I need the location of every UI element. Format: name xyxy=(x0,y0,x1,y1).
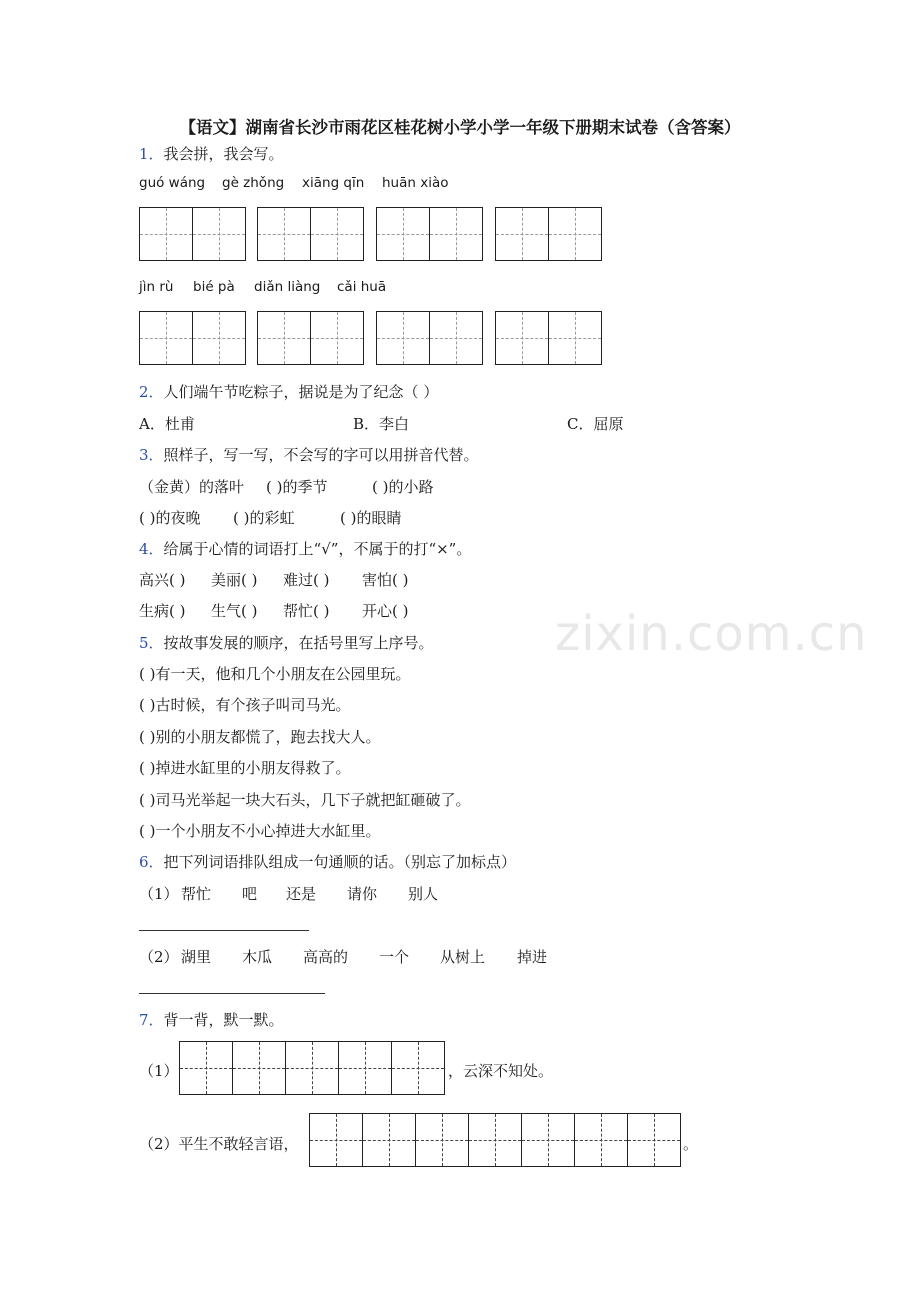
question-number: 4． xyxy=(139,540,164,558)
pinyin-word: huān xiào xyxy=(382,175,449,191)
pinyin-word: jìn rù xyxy=(139,279,174,295)
answer-line[interactable] xyxy=(139,993,325,994)
word-item: 吧 xyxy=(242,885,258,903)
question-1 xyxy=(139,143,284,164)
sequence-item: ( )司马光举起一块大石头，几下子就把缸砸破了。 xyxy=(139,791,471,809)
question-text: 照样子，写一写，不会写的字可以用拼音代替。 xyxy=(163,446,479,464)
phrase-item: ( )的夜晚 xyxy=(139,509,201,527)
question-number: 5． xyxy=(139,634,164,652)
sub-question-label: （1） xyxy=(139,1062,179,1080)
writing-grid[interactable] xyxy=(495,207,602,261)
phrase-item: ( )的彩虹 xyxy=(233,509,295,527)
poem-line-text: （2）平生不敢轻言语， xyxy=(139,1135,299,1153)
pinyin-word: xiāng qīn xyxy=(302,175,365,191)
writing-grid[interactable] xyxy=(376,311,483,365)
writing-grid[interactable] xyxy=(139,311,246,365)
phrase-item: ( )的眼睛 xyxy=(340,509,402,527)
word-check-item: 开心( ) xyxy=(362,602,409,620)
word-item: 别人 xyxy=(408,885,439,903)
pinyin-word: diǎn liàng xyxy=(254,279,321,295)
word-check-item: 难过( ) xyxy=(283,571,330,589)
writing-grid[interactable] xyxy=(376,207,483,261)
pinyin-word: cǎi huā xyxy=(337,279,387,295)
poem-line-text: ，云深不知处。 xyxy=(448,1062,554,1080)
word-item: 木瓜 xyxy=(242,948,273,966)
phrase-item: ( )的季节 xyxy=(266,478,328,496)
poem-line-text: 。 xyxy=(683,1135,699,1153)
question-3 xyxy=(139,444,479,465)
word-item: 掉进 xyxy=(517,948,548,966)
question-number: 2． xyxy=(139,383,164,401)
question-text: 背一背，默一默。 xyxy=(163,1011,284,1029)
question-number: 6． xyxy=(139,853,164,871)
question-text: 人们端午节吃粽子，据说是为了纪念（ ） xyxy=(163,383,439,401)
poem-writing-grid[interactable] xyxy=(179,1041,445,1095)
writing-grid[interactable] xyxy=(257,311,364,365)
sequence-item: ( )掉进水缸里的小朋友得救了。 xyxy=(139,759,351,777)
sequence-item: ( )别的小朋友都慌了，跑去找大人。 xyxy=(139,728,381,746)
option-a[interactable]: A．杜甫 xyxy=(139,415,195,433)
sub-question-label: （2） xyxy=(139,948,179,966)
word-check-item: 高兴( ) xyxy=(139,571,186,589)
pinyin-word: guó wáng xyxy=(139,175,206,191)
question-text: 把下列词语排队组成一句通顺的话。（别忘了加标点） xyxy=(163,853,517,871)
question-text: 按故事发展的顺序，在括号里写上序号。 xyxy=(163,634,434,652)
question-number: 1． xyxy=(139,145,164,163)
word-item: 请你 xyxy=(347,885,378,903)
answer-line[interactable] xyxy=(139,930,309,931)
word-check-item: 美丽( ) xyxy=(211,571,258,589)
word-item: 还是 xyxy=(286,885,317,903)
word-item: 高高的 xyxy=(303,948,349,966)
question-4 xyxy=(139,538,471,559)
word-check-item: 生气( ) xyxy=(211,602,258,620)
writing-grid[interactable] xyxy=(257,207,364,261)
word-check-item: 害怕( ) xyxy=(362,571,409,589)
question-number: 3． xyxy=(139,446,164,464)
word-item: 湖里 xyxy=(181,948,212,966)
question-number: 7． xyxy=(139,1011,164,1029)
page-title: 【语文】湖南省长沙市雨花区桂花树小学小学一年级下册期末试卷（含答案） xyxy=(179,118,741,137)
writing-grid[interactable] xyxy=(139,207,246,261)
question-2 xyxy=(139,381,438,402)
pinyin-word: bié pà xyxy=(193,279,235,295)
question-text: 我会拼，我会写。 xyxy=(163,145,284,163)
sequence-item: ( )古时候，有个孩子叫司马光。 xyxy=(139,696,351,714)
sequence-item: ( )有一天，他和几个小朋友在公园里玩。 xyxy=(139,665,411,683)
word-check-item: 生病( ) xyxy=(139,602,186,620)
sub-question-label: （1） xyxy=(139,885,179,903)
word-item: 帮忙 xyxy=(181,885,212,903)
word-check-item: 帮忙( ) xyxy=(283,602,330,620)
phrase-item: （金黄）的落叶 xyxy=(139,478,245,496)
option-c[interactable]: C．屈原 xyxy=(567,415,624,433)
word-item: 从树上 xyxy=(440,948,486,966)
sequence-item: ( )一个小朋友不小心掉进大水缸里。 xyxy=(139,822,381,840)
option-b[interactable]: B．李白 xyxy=(353,415,410,433)
question-6 xyxy=(139,851,516,872)
watermark: zixin.com.cn xyxy=(555,606,868,662)
question-7 xyxy=(139,1009,284,1030)
writing-grid[interactable] xyxy=(495,311,602,365)
pinyin-word: gè zhǒng xyxy=(222,175,285,191)
word-item: 一个 xyxy=(379,948,410,966)
poem-writing-grid[interactable] xyxy=(309,1113,681,1167)
question-text: 给属于心情的词语打上“√”，不属于的打“×”。 xyxy=(163,540,472,558)
phrase-item: ( )的小路 xyxy=(372,478,434,496)
question-5 xyxy=(139,632,434,653)
